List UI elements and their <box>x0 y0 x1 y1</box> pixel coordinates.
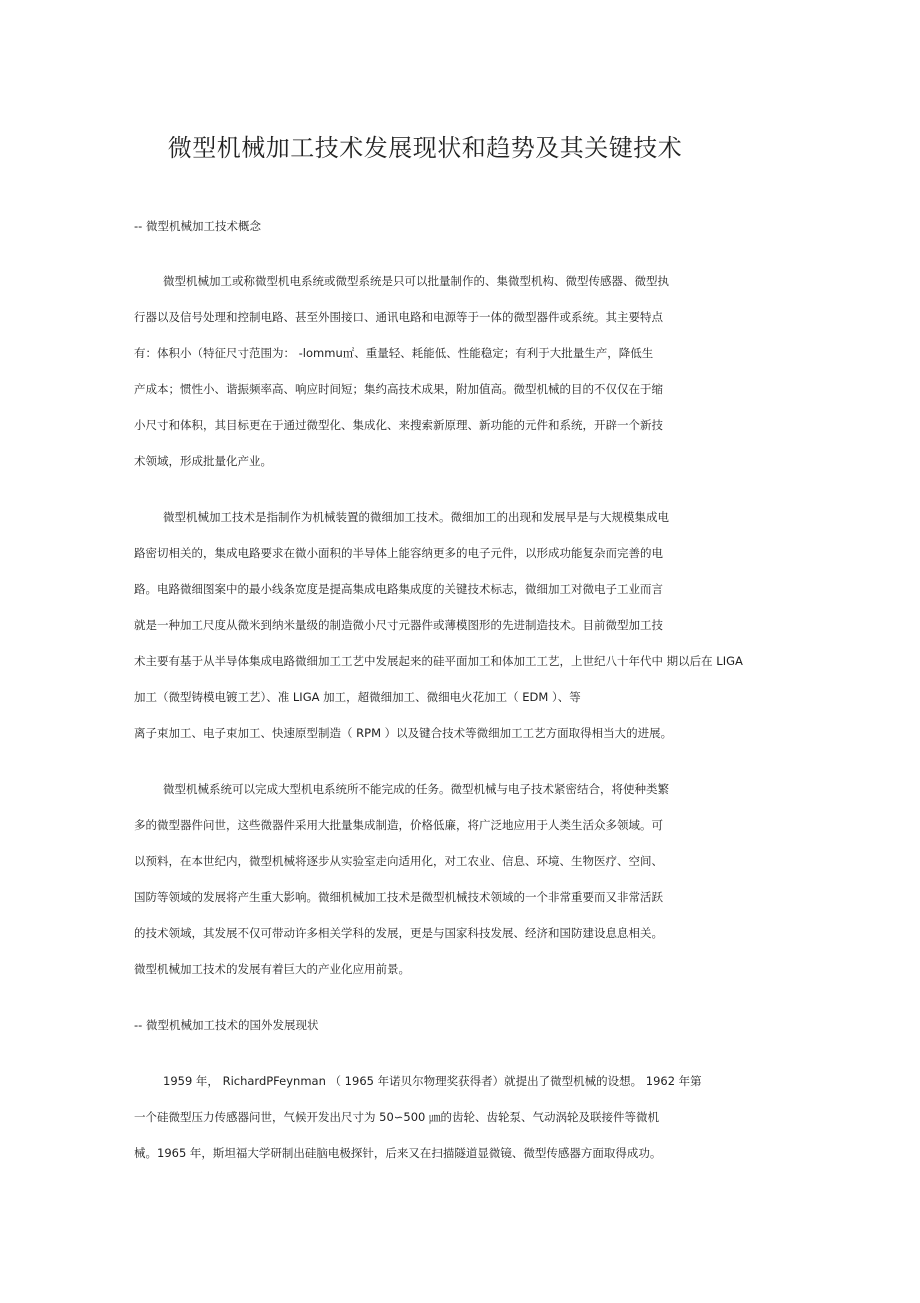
paragraph-line: 微型机械加工或称微型机电系统或微型系统是只可以批量制作的、集微型机构、微型传感器、微型执 <box>163 274 669 288</box>
paragraph-line: 1959 年， RichardPFeynman （ 1965 年诺贝尔物理奖获得者）就提出了微型机械的设想。 1962 年第 <box>163 1074 702 1088</box>
paragraph-line: 的技术领域，其发展不仅可带动许多相关学科的发展，更是与国家科技发展、经济和国防建设息息相关。 <box>134 926 663 940</box>
paragraph-line: 微型机械加工技术的发展有着巨大的产业化应用前景。 <box>134 962 410 976</box>
paragraph-line: 就是一种加工尺度从微米到纳米量级的制造微小尺寸元器件或薄模图形的先进制造技术。目前微型加工技 <box>134 618 663 632</box>
paragraph-line: 加工（微型铸模电镀工艺）、准 LIGA 加工，超微细加工、微细电火花加工（ EDM ）、等 <box>134 690 581 704</box>
section-heading: -- 微型机械加工技术概念 <box>134 219 261 233</box>
paragraph-line: 术领域，形成批量化产业。 <box>134 454 272 468</box>
paragraph-line: 多的微型器件问世，这些微器件采用大批量集成制造，价格低廉，将广泛地应用于人类生活众多领域。可 <box>134 818 663 832</box>
paragraph-line: 一个硅微型压力传感器问世，气候开发出尺寸为 50∽500 ㎛的齿轮、齿轮泵、气动涡轮及联接件等微机 <box>134 1110 660 1124</box>
paragraph-line: 路密切相关的，集成电路要求在微小面积的半导体上能容纳更多的电子元件，以形成功能复杂而完善的电 <box>134 546 663 560</box>
paragraph-line: 离子束加工、电子束加工、快速原型制造（ RPM ）以及键合技术等微细加工工艺方面取得相当大的进展。 <box>134 726 673 740</box>
paragraph-line: 产成本；惯性小、谐振频率高、响应时间短；集约高技术成果，附加值高。微型机械的目的不仅仅在于缩 <box>134 382 663 396</box>
paragraph-line: 微型机械加工技术是指制作为机械装置的微细加工技术。微细加工的出现和发展早是与大规模集成电 <box>163 510 669 524</box>
paragraph-line: 械。1965 年，斯坦福大学研制出硅脑电极探针，后来又在扫描隧道显微镜、微型传感器方面取得成功。 <box>134 1146 662 1160</box>
document-title: 微型机械加工技术发展现状和趋势及其关键技术 <box>167 134 683 162</box>
paragraph-line: 小尺寸和体积，其目标更在于通过微型化、集成化、来搜索新原理、新功能的元件和系统，开辟一个新技 <box>134 418 663 432</box>
paragraph-line: 行器以及信号处理和控制电路、甚至外围接口、通讯电路和电源等于一体的微型器件或系统。其主要特点 <box>134 310 663 324</box>
section-heading: -- 微型机械加工技术的国外发展现状 <box>134 1018 319 1032</box>
paragraph-line: 以预料，在本世纪内，微型机械将逐步从实验室走向适用化，对工农业、信息、环境、生物医疗、空间、 <box>134 854 663 868</box>
paragraph-line: 术主要有基于从半导体集成电路微细加工工艺中发展起来的硅平面加工和体加工工艺，上世纪八十年代中 期以后在 LIGA <box>134 654 743 668</box>
paragraph-line: 有：体积小（特征尺寸范围为： -lommu㎡、重量轻、耗能低、性能稳定；有利于大批量生产，降低生 <box>134 346 654 360</box>
paragraph-line: 国防等领域的发展将产生重大影响。微细机械加工技术是微型机械技术领域的一个非常重要而又非常活跃 <box>134 890 663 904</box>
paragraph-line: 路。电路微细图案中的最小线条宽度是提高集成电路集成度的关键技术标志，微细加工对微电子工业而言 <box>134 582 663 596</box>
paragraph-line: 微型机械系统可以完成大型机电系统所不能完成的任务。微型机械与电子技术紧密结合，将使种类繁 <box>163 782 669 796</box>
